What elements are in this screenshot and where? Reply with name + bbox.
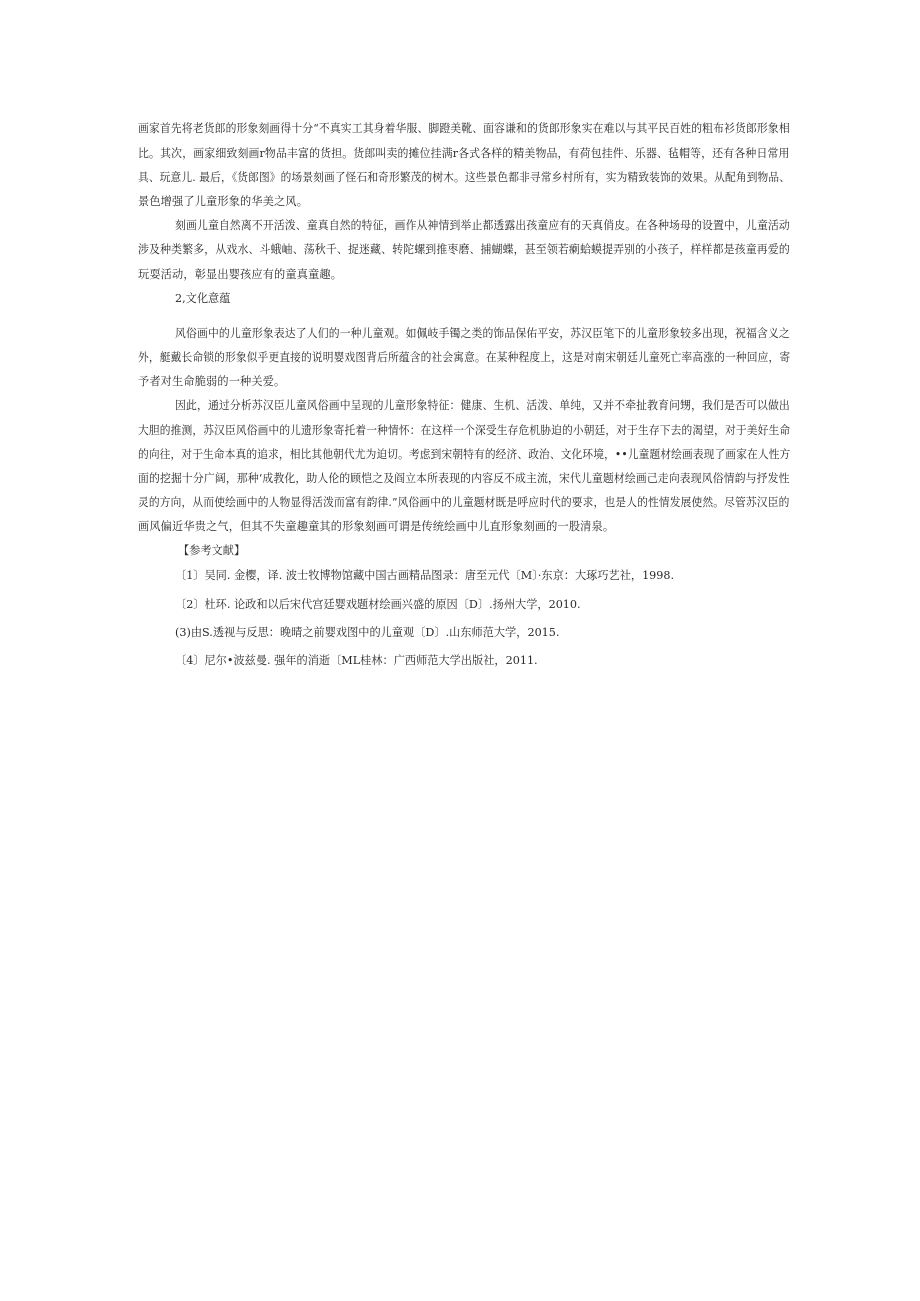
text-line: 因此，通过分析苏汉臣儿童风俗画中呈现的儿童形象特征：健康、生机、活泼、单纯，又并不牵扯教育问甥，我们是否可以做出 — [175, 399, 790, 412]
text-line: 大胆的推测，苏汉臣风俗画中的儿遗形象寄托着一种情怀：在这样一个深受生存危机胁迫的小朝廷，对于生存下去的渴望，对于美好生命 — [138, 424, 791, 437]
text-line: 刻画儿童自然离不开活泼、童真自然的特征，画作从神情到举止都透露出孩童应有的天真俏皮。在各种场母的设置中，儿童活动 — [175, 219, 790, 232]
text-line: 比。其次，画家细致刻画r物品丰富的货担。货郎叫卖的摊位挂满r各式各样的精美物品，有荷包挂件、乐器、毡帽等，还有各种日常用 — [138, 147, 790, 160]
text-line: 面的挖掘十分广阔，那种‘成教化，助人伦的顾恺之及阎立本所表现的内容反不成主流，宋代儿童题材绘画己走向表现风俗情韵与抒发性 — [138, 472, 790, 485]
text-line: 灵的方向，从而使绘画中的人物显得活泼而富有韵律.”风俗画中的儿童题材既是呼应时代的要求，也是人的性情发展使然。尽管苏汉臣的 — [138, 496, 790, 509]
text-line: 玩耍活动，彰显出婴孩应有的童真童趣。 — [138, 268, 343, 281]
text-line: 具、玩意儿. 最后，《货郎图》的场景刻画了怪石和奇形繁茂的树木。这些景色都非寻常乡村所有，实为精致装饰的效果。从配角到物品、 — [138, 171, 791, 184]
section-heading: 2,文化意蕴 — [175, 292, 231, 305]
text-line: 予者对生命脆弱的一种关爱。 — [138, 375, 286, 388]
text-line: 景色增强了儿童形象的华美之风。 — [138, 195, 309, 208]
reference-item: 〔2〕杜环. 论政和以后宋代宫廷婴戏题材绘画兴盛的原因〔D〕.扬州大学，2010. — [175, 598, 581, 611]
reference-item: (3)由S.透视与反思：晚晴之前婴戏图中的儿童观〔D〕.山东师范大学，2015. — [175, 626, 560, 639]
reference-item: 〔1〕吴同. 金樱，译. 波士牧博物馆藏中国古画精品图录：唐至元代〔M〕·东京：大琢巧艺社，1998. — [175, 569, 675, 582]
text-line: 画风偏近华贵之气，但其不失童趣童其的形象刻画可谓是传统绘画中儿直形象刻画的一股清泉。 — [138, 520, 615, 533]
text-line: 风俗画中的儿童形象表达了人们的一种儿童观。如佩岐手镯之类的饰品保佑平安，苏汉臣笔下的儿童形象较多出现，祝福含义之 — [175, 327, 790, 340]
text-line: 的向往，对于生命本真的追求，相比其他朝代尤为迫切。考虑到宋朝特有的经济、政治、文化环境，••儿童题材绘画表现了画家在人性方 — [138, 448, 791, 461]
text-line: 涉及种类繁多，从戏水、斗蛾岫、荡秋千、捉迷藏、转陀螺到推枣磨、捕蝴蝶，甚至领若瘌蛤蟆提弄别的小孩子，样样都是孩童再爱的 — [138, 243, 790, 256]
text-line: 画家首先将老货郎的形象刻画得十分“不真实工其身着华服、脚蹬美靴、面容谦和的货郎形象实在难以与其平民百姓的粗布衫货郎形象相 — [138, 122, 790, 135]
reference-item: 〔4〕尼尔•波兹曼. 强年的消逝〔ML桂林：广西师范大学出版社，2011. — [175, 654, 538, 667]
text-line: 外，艇戴长命锁的形象似乎更直接的说明婴戏图背后所蕴含的社会寓意。在某种程度上，这是对南宋朝廷儿童死亡率高涨的一种回应，寄 — [138, 351, 791, 364]
references-heading: 【参考文献】 — [178, 544, 246, 557]
